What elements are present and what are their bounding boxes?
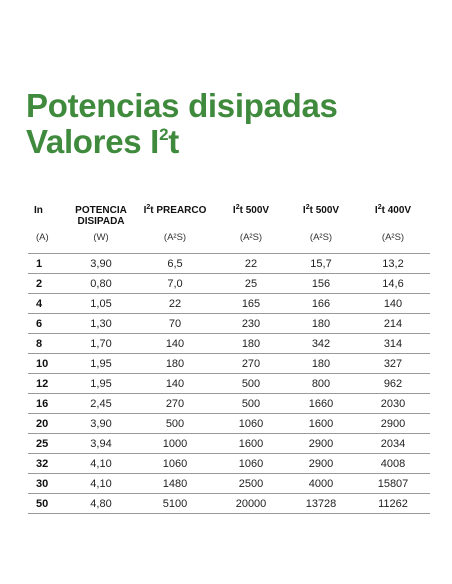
rated-current-cell: 8 <box>28 334 68 354</box>
table-cell: 2500 <box>216 474 286 494</box>
header-i2t-500v-b <box>286 197 356 229</box>
table-cell: 22 <box>216 254 286 274</box>
table-cell: 270 <box>216 354 286 374</box>
table-cell: 962 <box>356 374 430 394</box>
table-cell: 140 <box>134 334 216 354</box>
unit-cell: (A²S) <box>309 232 333 243</box>
header-prearco <box>134 197 216 229</box>
rated-current-cell: 2 <box>28 274 68 294</box>
table-cell: 1600 <box>216 434 286 454</box>
table-cell: 180 <box>216 334 286 354</box>
table-cell: 500 <box>216 374 286 394</box>
table-cell: 165 <box>216 294 286 314</box>
table-cell: 1060 <box>134 454 216 474</box>
header-i2t-500v-a-sup: 2 <box>235 204 240 211</box>
table-cell: 5100 <box>134 494 216 514</box>
table-cell: 11262 <box>356 494 430 514</box>
header-prearco-prefix: I <box>143 205 147 216</box>
table-cell: 25 <box>216 274 286 294</box>
header-i2t-500v-a <box>216 197 286 229</box>
table-cell: 0,80 <box>68 274 134 294</box>
table-row <box>28 394 430 414</box>
unit-cell: (A) <box>36 232 49 243</box>
rated-current-cell: 10 <box>28 354 68 374</box>
table-cell: 6,5 <box>134 254 216 274</box>
unit-cell: (A²S) <box>381 232 405 243</box>
title-line-2-superscript: 2 <box>159 125 169 144</box>
table-cell: 180 <box>286 354 356 374</box>
table-cell: 3,90 <box>68 254 134 274</box>
table-cell: 214 <box>356 314 430 334</box>
table-cell: 140 <box>134 374 216 394</box>
table-cell: 1000 <box>134 434 216 454</box>
table-cell: 3,94 <box>68 434 134 454</box>
table-row <box>28 254 430 274</box>
header-prearco-sup: 2 <box>146 204 151 211</box>
table-cell: 2034 <box>356 434 430 454</box>
table-row <box>28 354 430 374</box>
table-row <box>28 314 430 334</box>
table-cell: 22 <box>134 294 216 314</box>
table-cell: 4008 <box>356 454 430 474</box>
table-cell: 1,05 <box>68 294 134 314</box>
table-cell: 2030 <box>356 394 430 414</box>
table-cell: 1060 <box>216 414 286 434</box>
table-cell: 180 <box>286 314 356 334</box>
title-line-2-prefix: Valores I <box>26 123 160 160</box>
header-i2t-500v-a-prefix: I <box>232 205 236 216</box>
table-row <box>28 414 430 434</box>
table-cell: 1480 <box>134 474 216 494</box>
table-cell: 4,10 <box>68 454 134 474</box>
table-row <box>28 454 430 474</box>
title-line-2-suffix: t <box>168 123 179 160</box>
header-i2t-400v-sup: 2 <box>377 204 382 211</box>
title-line-1: Potencias disipadas <box>26 87 338 124</box>
header-i2t-400v-suffix: t 400V <box>381 205 412 216</box>
table-cell: 2900 <box>356 414 430 434</box>
table-cell: 156 <box>286 274 356 294</box>
table-cell: 20000 <box>216 494 286 514</box>
table-header <box>28 197 430 229</box>
table-cell: 4000 <box>286 474 356 494</box>
table-cell: 1,30 <box>68 314 134 334</box>
table-cell: 800 <box>286 374 356 394</box>
header-i2t-500v-b-suffix: t 500V <box>309 205 340 216</box>
rated-current-cell: 6 <box>28 314 68 334</box>
units-row <box>28 229 430 254</box>
dissipated-power-table <box>28 197 430 514</box>
rated-current-cell: 32 <box>28 454 68 474</box>
unit-cell: (W) <box>93 232 109 243</box>
table-row <box>28 494 430 514</box>
table-cell: 1,95 <box>68 374 134 394</box>
header-prearco-suffix: t PREARCO <box>150 205 207 216</box>
table-cell: 70 <box>134 314 216 334</box>
table-cell: 270 <box>134 394 216 414</box>
header-potencia-line2: DISIPADA <box>77 216 125 227</box>
table-row <box>28 274 430 294</box>
table-row <box>28 374 430 394</box>
unit-cell: (A²S) <box>163 232 187 243</box>
table-cell: 13728 <box>286 494 356 514</box>
table-cell: 4,10 <box>68 474 134 494</box>
table-cell: 4,80 <box>68 494 134 514</box>
table-cell: 230 <box>216 314 286 334</box>
table-cell: 13,2 <box>356 254 430 274</box>
table-row <box>28 474 430 494</box>
header-potencia-line1: POTENCIA <box>75 205 127 216</box>
table-cell: 500 <box>134 414 216 434</box>
rated-current-cell: 16 <box>28 394 68 414</box>
table-cell: 1060 <box>216 454 286 474</box>
table-cell: 7,0 <box>134 274 216 294</box>
title-line-2 <box>26 124 338 160</box>
rated-current-cell: 12 <box>28 374 68 394</box>
header-i2t-400v-prefix: I <box>374 205 378 216</box>
table-cell: 327 <box>356 354 430 374</box>
table-cell: 180 <box>134 354 216 374</box>
header-in: In <box>34 205 43 216</box>
table-cell: 2900 <box>286 434 356 454</box>
rated-current-cell: 1 <box>28 254 68 274</box>
header-i2t-400v <box>356 197 430 229</box>
table-cell: 1,70 <box>68 334 134 354</box>
page-title <box>26 88 338 160</box>
table-cell: 14,6 <box>356 274 430 294</box>
unit-cell: (A²S) <box>239 232 263 243</box>
rated-current-cell: 20 <box>28 414 68 434</box>
table-row <box>28 434 430 454</box>
rated-current-cell: 4 <box>28 294 68 314</box>
header-i2t-500v-b-prefix: I <box>302 205 306 216</box>
table-cell: 1660 <box>286 394 356 414</box>
table-cell: 140 <box>356 294 430 314</box>
rated-current-cell: 50 <box>28 494 68 514</box>
table-cell: 1,95 <box>68 354 134 374</box>
table-body <box>28 229 430 514</box>
header-i2t-500v-a-suffix: t 500V <box>239 205 270 216</box>
header-row <box>28 197 430 229</box>
header-i2t-500v-b-sup: 2 <box>305 204 310 211</box>
table-cell: 1600 <box>286 414 356 434</box>
table-cell: 342 <box>286 334 356 354</box>
table-cell: 314 <box>356 334 430 354</box>
table-cell: 2900 <box>286 454 356 474</box>
header-potencia <box>68 197 134 229</box>
table-row <box>28 334 430 354</box>
table-cell: 166 <box>286 294 356 314</box>
rated-current-cell: 25 <box>28 434 68 454</box>
table-row <box>28 294 430 314</box>
rated-current-cell: 30 <box>28 474 68 494</box>
table-cell: 15807 <box>356 474 430 494</box>
table-cell: 2,45 <box>68 394 134 414</box>
table-cell: 3,90 <box>68 414 134 434</box>
table-cell: 15,7 <box>286 254 356 274</box>
table-cell: 500 <box>216 394 286 414</box>
